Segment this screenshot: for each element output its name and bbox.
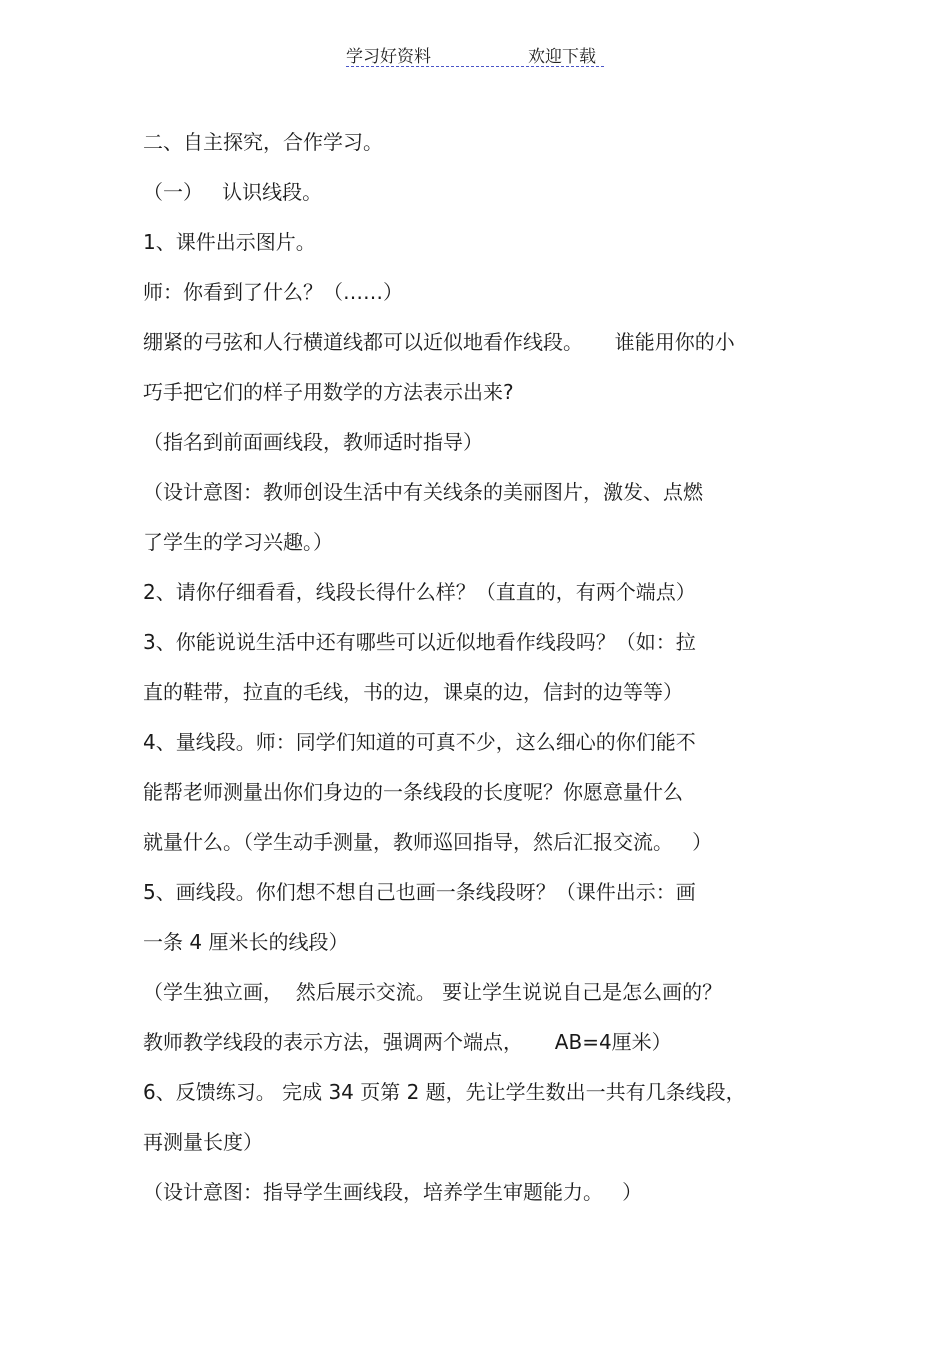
paragraph-line: （设计意图：教师创设生活中有关线条的美丽图片，激发、点燃: [143, 480, 703, 504]
paragraph-line: （学生独立画， 然后展示交流。 要让学生说说自己是怎么画的？: [143, 980, 723, 1004]
paragraph-line: （设计意图：指导学生画线段，培养学生审题能力。 ）: [143, 1180, 643, 1204]
header-left-text: 学习好资料: [346, 47, 431, 67]
paragraph-line: 4、量线段。师：同学们知道的可真不少，这么细心的你们能不: [143, 730, 696, 754]
section-heading: 二、自主探究，合作学习。: [143, 130, 383, 154]
paragraph-line: 2、请你仔细看看，线段长得什么样？（直直的，有两个端点）: [143, 580, 696, 604]
paragraph-line: （指名到前面画线段，教师适时指导）: [143, 430, 483, 454]
page-header: [346, 40, 604, 67]
paragraph-line: 师：你看到了什么？（……）: [143, 280, 403, 304]
paragraph-line: 6、反馈练习。 完成 34 页第 2 题，先让学生数出一共有几条线段，: [143, 1080, 746, 1104]
paragraph-line: 直的鞋带，拉直的毛线，书的边，课桌的边，信封的边等等）: [143, 680, 683, 704]
paragraph-line: 教师教学线段的表示方法，强调两个端点， AB=4厘米）: [143, 1030, 672, 1054]
paragraph-line: 3、你能说说生活中还有哪些可以近似地看作线段吗？（如：拉: [143, 630, 696, 654]
paragraph-line: 就量什么。（学生动手测量，教师巡回指导，然后汇报交流。 ）: [143, 830, 713, 854]
paragraph-line: 1、课件出示图片。: [143, 230, 316, 254]
header-right-text: 欢迎下载: [528, 47, 596, 67]
subsection-heading: （一） 认识线段。: [143, 180, 323, 204]
paragraph-line: 了学生的学习兴趣。）: [143, 530, 333, 554]
paragraph-line: 能帮老师测量出你们身边的一条线段的长度呢？你愿意量什么: [143, 780, 683, 804]
paragraph-line: 巧手把它们的样子用数学的方法表示出来?: [143, 380, 514, 404]
paragraph-line: 一条 4 厘米长的线段）: [143, 930, 349, 954]
paragraph-line: 再测量长度）: [143, 1130, 263, 1154]
paragraph-line: 5、画线段。你们想不想自己也画一条线段呀？（课件出示：画: [143, 880, 696, 904]
paragraph-line: 绷紧的弓弦和人行横道线都可以近似地看作线段。 谁能用你的小: [143, 330, 735, 354]
